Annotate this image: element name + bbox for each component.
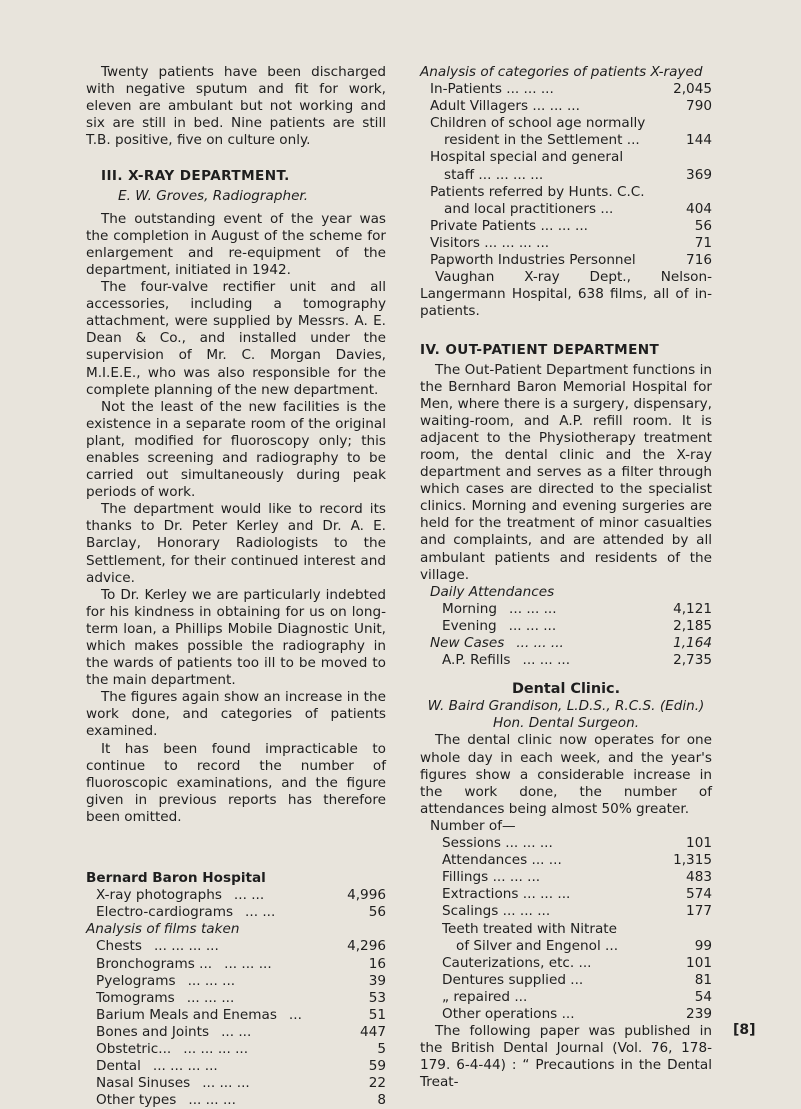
- dental-row-value: 101: [686, 835, 712, 852]
- dental-row-label: Dentures supplied ...: [442, 971, 584, 988]
- dental-row-value: 101: [686, 954, 712, 971]
- dental-row-value: 177: [686, 903, 712, 920]
- analysis-row: [420, 98, 712, 115]
- dental-row-label: of Silver and Engenol ...: [456, 937, 619, 954]
- intro-paragraph: Twenty patients have been discharged with negative sputum and fit for work, eleven are ambulant but not working and six are still in bed. Nine patients are still T.B. positive, five on culture only.: [86, 64, 386, 149]
- films-row-leader: ... ... ...: [188, 1092, 236, 1109]
- films-row-label: [96, 938, 342, 955]
- xray-paragraph: The department would like to record its thanks to Dr. Peter Kerley and Dr. A. E. Barclay, Honorary Radiologists to the Settlement, for their continued interest and advice.: [86, 501, 386, 586]
- daily-row: [420, 652, 712, 669]
- analysis-title: Analysis of categories of patients X-rayed: [420, 64, 703, 80]
- dental-row: [420, 869, 712, 886]
- dental-row-value: 99: [694, 937, 712, 954]
- analysis-row-value: 56: [694, 217, 712, 234]
- xray-paragraph: The outstanding event of the year was the completion in August of the scheme for enlargement and re-equipment of the department, initiated in 1942.: [86, 210, 386, 278]
- dental-row-value: 483: [686, 869, 712, 886]
- dental-row-label: Sessions ... ... ...: [442, 835, 553, 852]
- films-row-value: 8: [377, 1092, 386, 1109]
- daily-row-text: A.P. Refills: [442, 652, 511, 669]
- xray-department-heading: III. X-RAY DEPARTMENT.: [101, 168, 290, 185]
- dental-row-value: 54: [694, 988, 712, 1005]
- daily-row-leader: ... ... ...: [508, 617, 557, 634]
- dental-row-value: 574: [686, 886, 712, 903]
- page-number: [8]: [733, 1022, 756, 1038]
- daily-row: [420, 635, 712, 652]
- analysis-row-value: 369: [686, 166, 712, 183]
- daily-row-value: 1,164: [673, 635, 712, 651]
- vaughan-note: Vaughan X-ray Dept., Nelson-Langermann Hospital, 638 films, all of in-patients.: [420, 269, 712, 320]
- analysis-row-value: 71: [694, 234, 712, 251]
- daily-row-leader: ... ... ...: [509, 600, 557, 617]
- analysis-row-label: Private Patients ... ... ...: [430, 217, 588, 234]
- analysis-row-label: and local practitioners ...: [444, 200, 614, 217]
- films-row-label: [96, 956, 342, 973]
- films-row: [86, 973, 386, 990]
- films-row-value: 5: [377, 1040, 386, 1057]
- analysis-row: [420, 235, 712, 252]
- analysis-table: [420, 81, 712, 269]
- films-row-value: 53: [368, 989, 386, 1006]
- daily-row-text: Morning: [442, 600, 498, 617]
- films-row-text: Barium Meals and Enemas: [96, 1006, 277, 1023]
- dental-row: [420, 972, 712, 989]
- xray-paragraph: To Dr. Kerley we are particularly indebted for his kindness in obtaining for us on long-term loan, a Phillips Mobile Diagnostic Unit, which makes possible the radiography in the wards of patients too ill to be moved to the main department.: [86, 586, 386, 689]
- films-row-value: 51: [368, 1006, 386, 1023]
- analysis-row: [420, 218, 712, 235]
- xray-paragraph: The four-valve rectifier unit and all accessories, including a tomography attachment, were supplied by Messrs. A. E. Dean & Co., and installed under the supervision of Mr. C. Morgan Davies, M.I.E.E., who was also responsible for the complete planning of the new department.: [86, 279, 386, 398]
- films-row-label: [96, 1041, 342, 1058]
- daily-row: [420, 618, 712, 635]
- analysis-row: [420, 81, 712, 98]
- hospital-row-value: 4,996: [347, 887, 386, 904]
- films-row-text: Nasal Sinuses: [96, 1075, 191, 1092]
- dental-row: [420, 886, 712, 903]
- outpatient-paragraph: The Out-Patient Department functions in the Bernhard Baron Memorial Hospital for Men, where there is a surgery, dispensary, waiting-room, and A.P. refill room. It is adjacent to the Physiotherapy treatment room, the dental clinic and the X-ray department and serves as a filter through which cases are directed to the specialist clinics. Morning and evening surgeries are held for the treatment of minor casualties and complaints, and are attended by all ambulant patients and residents of the village.: [420, 361, 712, 583]
- dental-row: [420, 1006, 712, 1023]
- dental-surgeon-role: Hon. Dental Surgeon.: [492, 715, 640, 732]
- dental-row: [420, 852, 712, 869]
- daily-row-text: Evening: [442, 617, 497, 634]
- films-row: [86, 956, 386, 973]
- number-of-label: Number of—: [430, 817, 516, 834]
- daily-row-value: 4,121: [673, 600, 712, 617]
- daily-row-value: 2,185: [673, 617, 712, 634]
- films-row: [86, 1075, 386, 1092]
- analysis-row-value: 2,045: [673, 81, 712, 98]
- dental-row: [420, 989, 712, 1006]
- dental-surgeon-name: W. Baird Grandison, L.D.S., R.C.S. (Edin.): [427, 698, 705, 715]
- xray-paragraph: It has been found impracticable to continue to record the number of fluoroscopic examinations, and the figure given in previous reports has therefore been omitted.: [86, 740, 386, 825]
- dental-row-label: Cauterizations, etc. ...: [442, 954, 592, 971]
- films-row-value: 59: [368, 1058, 386, 1075]
- films-row: [86, 1024, 386, 1041]
- hospital-row-label: [96, 904, 342, 921]
- daily-row: [420, 601, 712, 618]
- hospital-row-text: Electro-cardiograms: [96, 904, 234, 921]
- analysis-row-label: Adult Villagers ... ... ...: [430, 98, 580, 115]
- films-row: [86, 938, 386, 955]
- xray-paragraph: Not the least of the new facilities is the existence in a separate room of the original plant, modified for fluoroscopy only; this enables screening and radiography to be carried out simultaneously during peak periods of work.: [86, 398, 386, 501]
- analysis-row: [420, 252, 712, 269]
- dental-row: [420, 938, 712, 955]
- daily-row-label: [430, 635, 668, 652]
- films-row-label: [96, 1075, 342, 1092]
- hospital-row-text: X-ray photographs: [96, 887, 222, 904]
- dental-row-value: 1,315: [673, 852, 712, 869]
- analysis-row: [420, 149, 712, 166]
- films-row-leader: ... ... ...: [202, 1075, 250, 1092]
- films-row: [86, 1092, 386, 1109]
- dental-row-label: Attendances ... ...: [442, 852, 562, 869]
- films-row-label: [96, 1007, 342, 1024]
- films-row-text: Dental: [96, 1058, 141, 1075]
- hospital-row-leader: ... ...: [245, 904, 276, 921]
- dental-row: [420, 955, 712, 972]
- films-row-label: [96, 973, 342, 990]
- films-row-leader: ...: [288, 1006, 302, 1023]
- hospital-row-label: [96, 887, 342, 904]
- dental-row-value: 81: [694, 971, 712, 988]
- analysis-row-value: 404: [686, 200, 712, 217]
- outpatient-heading: IV. OUT-PATIENT DEPARTMENT: [420, 342, 660, 359]
- dental-paragraph: The dental clinic now operates for one whole day in each week, and the year's figures show a considerable increase in the work done, the number of attendances being almost 50% greater.: [420, 732, 712, 817]
- films-row-text: Obstetric...: [96, 1040, 172, 1057]
- analysis-row-label: Patients referred by Hunts. C.C.: [430, 183, 645, 200]
- films-table: [86, 938, 386, 1109]
- films-row-leader: ... ... ...: [224, 955, 272, 972]
- daily-attendances-table: [420, 601, 712, 669]
- dental-row-label: Teeth treated with Nitrate: [442, 920, 617, 937]
- analysis-row: [420, 132, 712, 149]
- dental-row-label: Scalings ... ... ...: [442, 903, 551, 920]
- analysis-row: [420, 167, 712, 184]
- dental-row: [420, 903, 712, 920]
- films-row: [86, 1041, 386, 1058]
- hospital-row-value: 56: [368, 904, 386, 921]
- dental-row: [420, 921, 712, 938]
- films-row-text: Chests: [96, 938, 142, 955]
- dental-table: [420, 835, 712, 1023]
- films-row-label: [96, 990, 342, 1007]
- films-row-value: 22: [368, 1075, 386, 1092]
- analysis-row-label: In-Patients ... ... ...: [430, 81, 554, 98]
- hospital-row: [86, 887, 386, 904]
- films-row-value: 4,296: [347, 938, 386, 955]
- analysis-row-label: Hospital special and general: [430, 149, 624, 166]
- analysis-row: [420, 201, 712, 218]
- films-row-label: [96, 1092, 342, 1109]
- films-row-leader: ... ...: [221, 1023, 252, 1040]
- daily-row-leader: ... ... ...: [516, 635, 564, 651]
- films-row-leader: ... ... ... ...: [152, 1058, 218, 1075]
- daily-row-text: New Cases: [430, 635, 505, 651]
- hospital-table: [86, 887, 386, 921]
- analysis-row-label: resident in the Settlement ...: [444, 132, 640, 149]
- right-column: [420, 64, 712, 1091]
- daily-row-label: [442, 618, 668, 635]
- films-row-text: Pyelograms: [96, 972, 176, 989]
- daily-row-label: [442, 652, 668, 669]
- analysis-row-label: Papworth Industries Personnel: [430, 252, 636, 269]
- films-row: [86, 990, 386, 1007]
- films-row-leader: ... ... ... ...: [153, 938, 219, 955]
- films-row-leader: ... ... ... ...: [183, 1040, 249, 1057]
- films-row-text: Bones and Joints: [96, 1023, 210, 1040]
- daily-attendances-title: Daily Attendances: [430, 583, 555, 600]
- films-row-leader: ... ... ...: [187, 972, 236, 989]
- hospital-row-leader: ... ...: [233, 887, 265, 904]
- films-row-label: [96, 1024, 342, 1041]
- analysis-row-label: Children of school age normally: [430, 115, 646, 132]
- films-row: [86, 1058, 386, 1075]
- daily-row-leader: ... ... ...: [522, 652, 571, 669]
- dental-row: [420, 835, 712, 852]
- dental-row-label: Fillings ... ... ...: [442, 869, 541, 886]
- dental-row-label: „ repaired ...: [442, 988, 528, 1005]
- films-row-value: 16: [368, 955, 386, 972]
- dental-clinic-heading: Dental Clinic.: [511, 681, 621, 698]
- films-title: Analysis of films taken: [86, 921, 240, 938]
- analysis-row-value: 716: [686, 252, 712, 269]
- closing-paragraph: The following paper was published in the British Dental Journal (Vol. 76, 178-179. 6-4-44) : “ Precautions in the Dental Treat-: [420, 1023, 712, 1091]
- films-row-text: Tomograms: [96, 989, 175, 1006]
- analysis-row-label: Visitors ... ... ... ...: [430, 234, 550, 251]
- analysis-row: [420, 115, 712, 132]
- daily-row-value: 2,735: [673, 652, 712, 669]
- hospital-row: [86, 904, 386, 921]
- films-row-label: [96, 1058, 342, 1075]
- analysis-row-value: 790: [686, 98, 712, 115]
- films-row-value: 447: [360, 1023, 386, 1040]
- films-row-text: Other types: [96, 1092, 177, 1109]
- hospital-title: Bernard Baron Hospital: [86, 870, 266, 887]
- dental-row-value: 239: [686, 1005, 712, 1022]
- films-row-leader: ... ... ...: [186, 989, 235, 1006]
- dental-row-label: Other operations ...: [442, 1005, 575, 1022]
- daily-row-label: [442, 601, 668, 618]
- dental-row-label: Extractions ... ... ...: [442, 886, 571, 903]
- films-row: [86, 1007, 386, 1024]
- analysis-row-value: 144: [686, 132, 712, 149]
- xray-paragraphs: [86, 211, 386, 826]
- left-column: [86, 64, 386, 1109]
- analysis-row: [420, 184, 712, 201]
- xray-paragraph: The figures again show an increase in the work done, and categories of patients examined.: [86, 689, 386, 740]
- films-row-text: Bronchograms ...: [96, 955, 213, 972]
- xray-radiographer: E. W. Groves, Radiographer.: [118, 187, 309, 204]
- films-row-value: 39: [368, 972, 386, 989]
- analysis-row-label: staff ... ... ... ...: [444, 166, 544, 183]
